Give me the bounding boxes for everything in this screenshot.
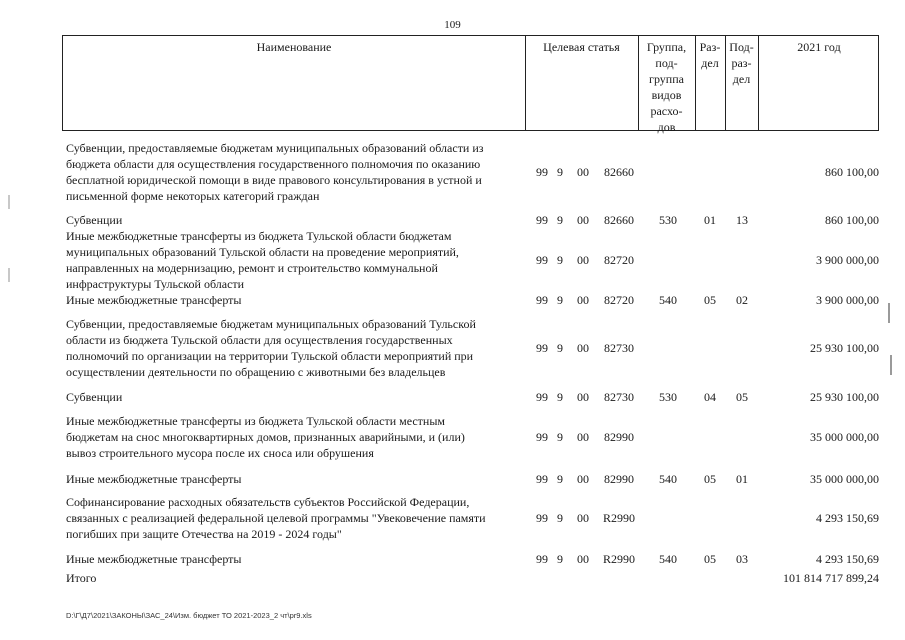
cell-c3: 00 <box>577 511 589 525</box>
row-name <box>66 471 521 487</box>
cell-amount: 3 900 000,00 <box>816 293 879 307</box>
page-number: 109 <box>444 19 461 31</box>
table-row <box>66 212 879 228</box>
table-row <box>66 494 879 542</box>
scan-mark <box>888 303 890 323</box>
cell-sub: 03 <box>736 552 748 566</box>
cell-c1: 99 <box>536 390 548 404</box>
row-name-line: Субвенции <box>66 213 123 227</box>
table-row <box>66 140 879 204</box>
cell-amount: 860 100,00 <box>825 165 879 179</box>
cell-amount: 4 293 150,69 <box>816 552 879 566</box>
cell-c3: 00 <box>577 341 589 355</box>
header-line: Раз- <box>699 40 721 54</box>
cell-group: 540 <box>659 552 677 566</box>
header-line: раз- <box>731 56 752 70</box>
cell-c4: R2990 <box>602 511 635 525</box>
cell-c3: 00 <box>577 253 589 267</box>
row-name-line: осуществлении деятельности по обращению с животными без владельцев <box>66 365 446 379</box>
cell-c2: 9 <box>557 390 563 404</box>
row-name-line: вывоз строительного мусора после их сноса или обрушения <box>66 446 374 460</box>
row-name <box>66 228 521 292</box>
cell-c4: 82990 <box>604 430 634 444</box>
row-name-line: Иные межбюджетные трансферты <box>66 552 242 566</box>
header-line: дов <box>657 120 676 134</box>
header-line: дел <box>701 56 719 70</box>
cell-c1: 99 <box>536 165 548 179</box>
row-name-line: Иные межбюджетные трансферты из бюджета Тульской области местным <box>66 414 445 428</box>
row-name-line: бюджета области для осуществления государственного полномочия по оказанию <box>66 157 481 171</box>
cell-section: 05 <box>704 293 716 307</box>
table-row <box>66 471 879 487</box>
row-name <box>66 494 521 542</box>
cell-c1: 99 <box>536 213 548 227</box>
cell-c1: 99 <box>536 511 548 525</box>
cell-c4: 82660 <box>604 213 634 227</box>
header-year: 2021 год <box>797 40 841 54</box>
cell-c3: 00 <box>577 472 589 486</box>
table-row <box>66 551 879 567</box>
cell-group: 530 <box>659 390 677 404</box>
row-name-line: погибших при защите Отечества на 2019 - 2024 годы" <box>66 527 342 541</box>
cell-c2: 9 <box>557 472 563 486</box>
cell-amount: 4 293 150,69 <box>816 511 879 525</box>
cell-c3: 00 <box>577 293 589 307</box>
table-row <box>66 228 879 292</box>
header-group <box>638 39 695 135</box>
row-name-line: бесплатной юридической помощи в виде правового консультирования в устной и <box>66 173 482 187</box>
row-name-line: Иные межбюджетные трансферты <box>66 293 242 307</box>
cell-section: 05 <box>704 552 716 566</box>
row-name <box>66 413 521 461</box>
row-name-line: Софинансирование расходных обязательств субъектов Российской Федерации, <box>66 495 470 509</box>
row-name-line: Субвенции, предоставляемые бюджетам муниципальных образований области из <box>66 141 484 155</box>
cell-sub: 13 <box>736 213 748 227</box>
table-header <box>62 35 879 134</box>
cell-group: 530 <box>659 213 677 227</box>
cell-section: 05 <box>704 472 716 486</box>
header-line: дел <box>732 72 751 86</box>
row-name <box>66 212 521 228</box>
header-target: Целевая статья <box>543 40 620 54</box>
header-subsection <box>725 39 758 87</box>
cell-amount: 25 930 100,00 <box>810 390 879 404</box>
row-name <box>66 551 521 567</box>
row-name-line: Субвенции, предоставляемые бюджетам муниципальных образований Тульской <box>66 317 476 331</box>
total-amount: 101 814 717 899,24 <box>783 571 879 585</box>
header-line: расхо- <box>650 104 683 118</box>
cell-c3: 00 <box>577 165 589 179</box>
cell-c3: 00 <box>577 430 589 444</box>
row-name-line: области из бюджета Тульской области для осуществления государственных <box>66 333 453 347</box>
header-line: Группа, <box>646 40 687 54</box>
cell-c2: 9 <box>557 293 563 307</box>
cell-c4: 82720 <box>604 293 634 307</box>
cell-c2: 9 <box>557 341 563 355</box>
total-label: Итого <box>66 571 97 585</box>
file-path: D:\Г\Д7\2021\ЗАКОНЫ\ЗАС_24\Изм. бюджет ТО 2021-2023_2 чт\pr9.xls <box>66 611 312 620</box>
row-name <box>66 292 521 308</box>
cell-amount: 860 100,00 <box>825 213 879 227</box>
scan-mark <box>890 355 892 375</box>
row-name-line: бюджетам на снос многоквартирных домов, признанных аварийными, и (или) <box>66 430 465 444</box>
cell-amount: 3 900 000,00 <box>816 253 879 267</box>
row-name-line: муниципальных образований Тульской области на проведение мероприятий, <box>66 245 459 259</box>
cell-amount: 35 000 000,00 <box>810 472 879 486</box>
cell-c2: 9 <box>557 511 563 525</box>
header-line: видов <box>651 88 682 102</box>
header-line: Под- <box>729 40 754 54</box>
cell-c1: 99 <box>536 341 548 355</box>
row-name-line: Иные межбюджетные трансферты из бюджета Тульской области бюджетам <box>66 229 452 243</box>
row-name <box>66 316 521 380</box>
cell-c4: R2990 <box>602 552 635 566</box>
cell-c4: 82990 <box>604 472 634 486</box>
row-name-line: Субвенции <box>66 390 123 404</box>
table-row <box>66 413 879 461</box>
cell-amount: 35 000 000,00 <box>810 430 879 444</box>
cell-c4: 82720 <box>604 253 634 267</box>
cell-section: 04 <box>704 390 716 404</box>
header-line: под- <box>655 56 678 70</box>
header-name: Наименование <box>256 40 332 54</box>
cell-c2: 9 <box>557 430 563 444</box>
cell-c1: 99 <box>536 472 548 486</box>
header-line: группа <box>649 72 684 86</box>
scan-mark <box>8 195 10 209</box>
cell-group: 540 <box>659 293 677 307</box>
scan-mark <box>8 268 10 282</box>
row-name-line: направленных на модернизацию, ремонт и строительство коммунальной <box>66 261 438 275</box>
cell-c4: 82660 <box>604 165 634 179</box>
row-name-line: Иные межбюджетные трансферты <box>66 472 242 486</box>
cell-sub: 05 <box>736 390 748 404</box>
row-name-line: письменной форме некоторых категорий граждан <box>66 189 320 203</box>
row-name-line: полномочий по организации на территории Тульской области мероприятий при <box>66 349 474 363</box>
cell-c3: 00 <box>577 390 589 404</box>
table-row <box>66 292 879 308</box>
row-name-line: связанных с реализацией федеральной целевой программы "Увековечение памяти <box>66 511 486 525</box>
header-section <box>695 39 725 71</box>
cell-c2: 9 <box>557 253 563 267</box>
cell-c2: 9 <box>557 165 563 179</box>
cell-sub: 01 <box>736 472 748 486</box>
cell-c4: 82730 <box>604 341 634 355</box>
cell-group: 540 <box>659 472 677 486</box>
row-name <box>66 140 521 204</box>
cell-c3: 00 <box>577 213 589 227</box>
table-row <box>66 316 879 380</box>
cell-c1: 99 <box>536 293 548 307</box>
cell-c2: 9 <box>557 213 563 227</box>
cell-sub: 02 <box>736 293 748 307</box>
cell-c1: 99 <box>536 253 548 267</box>
cell-c1: 99 <box>536 552 548 566</box>
table-row <box>66 389 879 405</box>
row-name-line: инфраструктуры Тульской области <box>66 277 245 291</box>
cell-section: 01 <box>704 213 716 227</box>
cell-amount: 25 930 100,00 <box>810 341 879 355</box>
cell-c3: 00 <box>577 552 589 566</box>
row-name <box>66 389 521 405</box>
cell-c4: 82730 <box>604 390 634 404</box>
cell-c2: 9 <box>557 552 563 566</box>
cell-c1: 99 <box>536 430 548 444</box>
